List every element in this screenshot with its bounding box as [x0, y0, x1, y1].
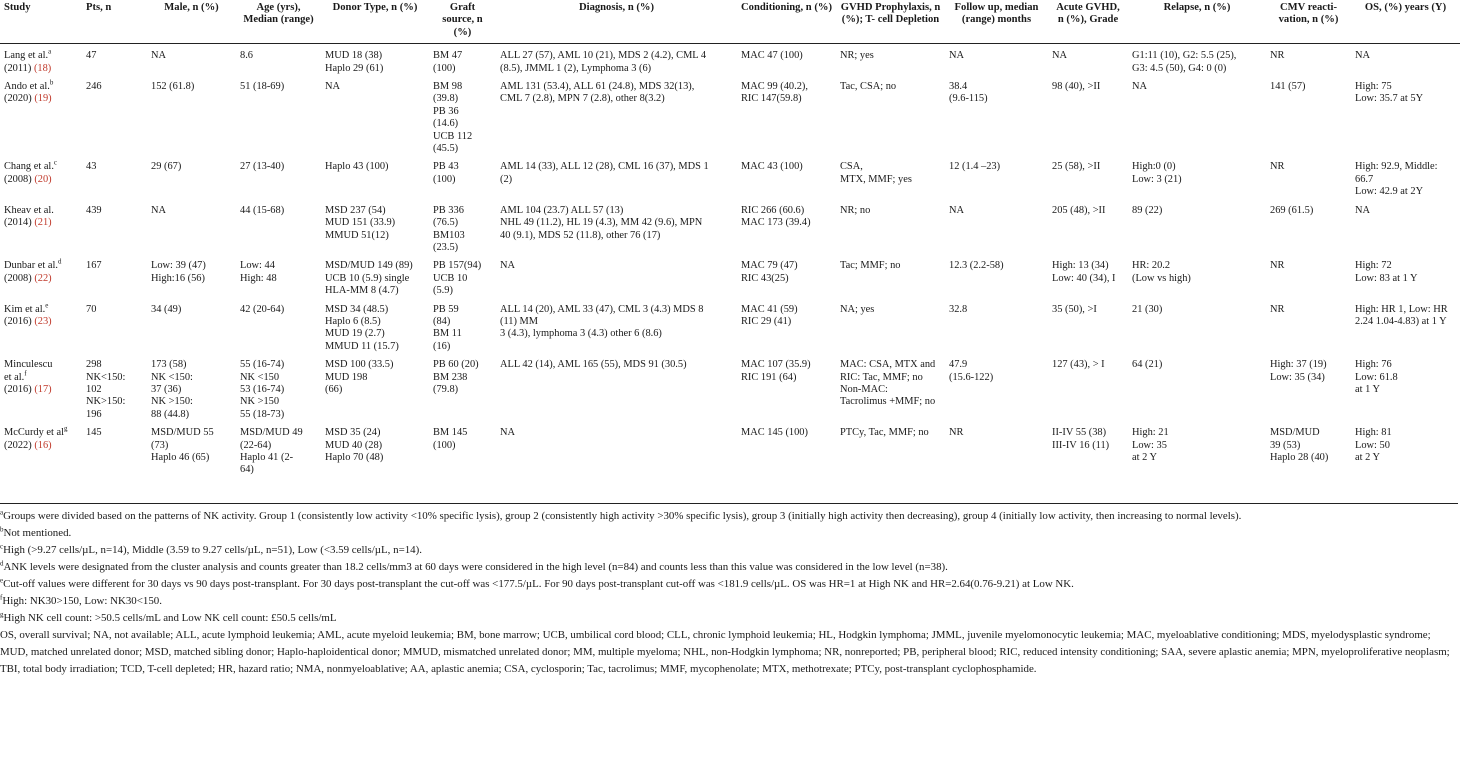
- cell-male: 34 (49): [151, 303, 182, 315]
- cell-graft: BM 145 (100): [433, 427, 468, 451]
- cell-male: NA: [151, 204, 167, 216]
- footnote-text: High NK cell count: >50.5 cells/mL and Low NK cell count: £50.5 cells/mL: [3, 612, 337, 624]
- cell-fu: 32.8: [949, 303, 968, 315]
- cell-donor: MSD 100 (33.5) MUD 198 (66): [325, 359, 394, 395]
- header-donor: Donor Type, n (%): [321, 0, 429, 44]
- cell-fu: 12.3 (2.2-58): [949, 260, 1004, 272]
- header-agvhd: Acute GVHD, n (%), Grade: [1048, 0, 1128, 44]
- cell-relapse: 89 (22): [1132, 204, 1163, 216]
- study-author: Kheav et al.: [4, 204, 54, 216]
- study-year: (2011): [4, 62, 32, 74]
- study-author: McCurdy et al: [4, 427, 65, 439]
- cell-pts: 167: [86, 260, 102, 272]
- study-author: Ando et al.: [4, 81, 50, 93]
- footnote-mark: d: [0, 559, 4, 568]
- footnote-mark: a: [48, 47, 52, 56]
- footnote: [0, 593, 1458, 610]
- cell-os: High: 92.9, Middle: 66.7 Low: 42.9 at 2Y: [1355, 161, 1438, 198]
- cell-cmv: NR: [1270, 50, 1285, 62]
- study-cell: [0, 199, 82, 255]
- study-reference-link[interactable]: (18): [33, 62, 52, 74]
- cell-gvhd: NR; no: [840, 204, 871, 216]
- cell-cond: MAC 107 (35.9) RIC 191 (64): [741, 359, 811, 383]
- cell-relapse: High: 21 Low: 35 at 2 Y: [1132, 427, 1169, 463]
- cell-fu: NR: [949, 427, 964, 439]
- footnote-text: Groups were divided based on the patterns of NK activity. Group 1 (consistently low activity <10% specific lysis), group 2 (consistently high activity >30% specific lysis), group 3 (initially high activity then decreasing), group 4 (initially low activity, then increasing to normal levels).: [3, 510, 1242, 522]
- cell-male: 152 (61.8): [151, 81, 195, 93]
- cell-fu: 38.4 (9.6-115): [949, 81, 988, 105]
- cell-age: 44 (15-68): [240, 204, 285, 216]
- cell-graft: PB 336 (76.5) BM103 (23.5): [433, 204, 465, 253]
- cell-agvhd: 35 (50), >I: [1052, 303, 1097, 315]
- cell-fu: 47.9 (15.6-122): [949, 359, 994, 383]
- header-followup: Follow up, median (range) months: [945, 0, 1048, 44]
- header-relapse: Relapse, n (%): [1128, 0, 1266, 44]
- cell-relapse: 21 (30): [1132, 303, 1163, 315]
- cell-diag: ALL 42 (14), AML 165 (55), MDS 91 (30.5): [500, 359, 687, 371]
- cell-age: 51 (18-69): [240, 81, 285, 93]
- cell-diag: ALL 27 (57), AML 10 (21), MDS 2 (4.2), CML 4 (8.5), JMML 1 (2), Lymphoma 3 (6): [500, 50, 707, 74]
- header-graft: Graft source, n (%): [429, 0, 496, 44]
- cell-fu: NA: [949, 204, 965, 216]
- header-male: Male, n (%): [147, 0, 236, 44]
- cell-donor: MSD/MUD 149 (89) UCB 10 (5.9) single HLA-MM 8 (4.7): [325, 260, 413, 297]
- cell-cond: MAC 43 (100): [741, 161, 803, 173]
- table-row: [0, 44, 1460, 75]
- study-year: (2022): [4, 439, 32, 451]
- cell-gvhd: MAC: CSA, MTX and RIC: Tac, MMF; no Non-MAC: Tacrolimus +MMF; no: [840, 359, 936, 408]
- study-year: (2016): [4, 315, 32, 327]
- cell-cond: MAC 79 (47) RIC 43(25): [741, 260, 798, 284]
- cell-graft: PB 43 (100): [433, 161, 459, 185]
- study-cell: [0, 155, 82, 198]
- study-reference-link[interactable]: (23): [34, 315, 52, 327]
- footnote-mark: c: [0, 542, 4, 551]
- footnote-text: High (>9.27 cells/µL, n=14), Middle (3.59 to 9.27 cells/µL, n=51), Low (<3.59 cells/µL, n=14).: [3, 544, 422, 556]
- study-author: Chang et al.: [4, 161, 54, 173]
- cell-diag: NA: [500, 427, 516, 439]
- cell-pts: 246: [86, 81, 102, 93]
- cell-os: NA: [1355, 204, 1371, 216]
- cell-pts: 43: [86, 161, 97, 173]
- cell-age: Low: 44 High: 48: [240, 260, 277, 284]
- cell-gvhd: PTCy, Tac, MMF; no: [840, 427, 929, 439]
- footnote-mark: f: [24, 369, 27, 378]
- footnote: [0, 610, 1458, 627]
- cell-os: High: 75 Low: 35.7 at 5Y: [1355, 81, 1424, 105]
- header-study: Study: [0, 0, 82, 44]
- cell-cmv: 269 (61.5): [1270, 204, 1314, 216]
- cell-donor: MSD 35 (24) MUD 40 (28) Haplo 70 (48): [325, 427, 384, 463]
- cell-male: MSD/MUD 55 (73) Haplo 46 (65): [151, 427, 214, 463]
- cell-age: 8.6: [240, 50, 253, 62]
- cell-male: NA: [151, 50, 167, 62]
- cell-cmv: NR: [1270, 161, 1285, 173]
- study-reference-link[interactable]: (21): [34, 217, 52, 229]
- cell-age: MSD/MUD 49 (22-64) Haplo 41 (2- 64): [240, 427, 303, 476]
- cell-pts: 70: [86, 303, 97, 315]
- study-year: (2008): [4, 173, 32, 185]
- cell-diag: AML 131 (53.4), ALL 61 (24.8), MDS 32(13), CML 7 (2.8), MPN 7 (2.8), other 8(3.2): [500, 81, 695, 105]
- cell-donor: Haplo 43 (100): [325, 161, 389, 173]
- study-author: Dunbar et al.: [4, 260, 58, 272]
- cell-diag: NA: [500, 260, 516, 272]
- header-row: [0, 0, 1460, 44]
- study-author: Lang et al.: [4, 50, 49, 62]
- cell-os: High: 76 Low: 61.8 at 1 Y: [1355, 359, 1398, 395]
- cell-agvhd: High: 13 (34) Low: 40 (34), I: [1052, 260, 1116, 284]
- table-row: [0, 155, 1460, 198]
- header-pts: Pts, n: [82, 0, 147, 44]
- footnote-text: High: NK30>150, Low: NK30<150.: [2, 595, 162, 607]
- cell-relapse: 64 (21): [1132, 359, 1163, 371]
- table-body: [0, 44, 1460, 477]
- study-cell: [0, 254, 82, 297]
- cell-donor: MUD 18 (38) Haplo 29 (61): [325, 50, 384, 74]
- study-reference-link[interactable]: (16): [34, 439, 52, 451]
- footnote-mark: f: [0, 593, 3, 602]
- study-reference-link[interactable]: (19): [34, 93, 52, 105]
- cell-relapse: HR: 20.2 (Low vs high): [1132, 260, 1191, 284]
- footnote-text: Not mentioned.: [3, 527, 72, 539]
- study-cell: [0, 353, 82, 421]
- cell-gvhd: NR; yes: [840, 50, 874, 62]
- footnote-mark: b: [0, 525, 4, 534]
- cell-male: Low: 39 (47) High:16 (56): [151, 260, 206, 284]
- header-age: Age (yrs), Median (range): [236, 0, 321, 44]
- footnote-text: Cut-off values were different for 30 days vs 90 days post-transplant. For 30 days post-transplant the cut-off was <177.5/µL. For 90 days post-transplant cut-off was <181.9 cells/µL. OS was HR=1 at High NK and HR=2.64(0.76-9.21) at Low NK.: [3, 578, 1074, 590]
- cell-gvhd: Tac, CSA; no: [840, 81, 897, 93]
- cell-male: 29 (67): [151, 161, 182, 173]
- footnote-mark: d: [57, 257, 62, 266]
- study-year: (2014): [4, 217, 32, 229]
- study-cell: [0, 44, 82, 75]
- header-conditioning: Conditioning, n (%): [737, 0, 836, 44]
- cell-pts: 47: [86, 50, 97, 62]
- cell-os: High: HR 1, Low: HR 2.24 1.04-4.83) at 1 Y: [1355, 303, 1448, 327]
- cell-agvhd: 205 (48), >II: [1052, 204, 1106, 216]
- study-cell: [0, 75, 82, 155]
- cell-donor: NA: [325, 81, 341, 93]
- cell-diag: AML 104 (23.7) ALL 57 (13) NHL 49 (11.2), HL 19 (4.3), MM 42 (9.6), MPN 40 (9.1), MDS 52 (11.8), other 76 (17): [500, 204, 703, 241]
- table-row: [0, 421, 1460, 477]
- cell-os: High: 72 Low: 83 at 1 Y: [1355, 260, 1418, 284]
- study-reference-link[interactable]: (20): [34, 173, 52, 185]
- footnote: [0, 508, 1458, 525]
- study-cell: [0, 298, 82, 354]
- cell-relapse: NA: [1132, 81, 1148, 93]
- cell-cmv: MSD/MUD 39 (53) Haplo 28 (40): [1270, 427, 1329, 463]
- cell-graft: PB 60 (20) BM 238 (79.8): [433, 359, 479, 395]
- cell-gvhd: NA; yes: [840, 303, 875, 315]
- cell-gvhd: Tac; MMF; no: [840, 260, 901, 272]
- footnote-mark: e: [0, 576, 4, 585]
- cell-pts: 145: [86, 427, 102, 439]
- table-footnotes: [0, 503, 1458, 678]
- cell-cond: MAC 145 (100): [741, 427, 808, 439]
- cell-os: High: 81 Low: 50 at 2 Y: [1355, 427, 1392, 463]
- cell-fu: 12 (1.4 –23): [949, 161, 1001, 173]
- header-os: OS, (%) years (Y): [1351, 0, 1460, 44]
- footnote-mark: b: [49, 78, 54, 87]
- cell-diag: AML 14 (33), ALL 12 (28), CML 16 (37), MDS 1 (2): [500, 161, 709, 185]
- cell-graft: PB 59 (84) BM 11 (16): [433, 303, 462, 352]
- study-cell: [0, 421, 82, 477]
- study-author: Kim et al.: [4, 303, 46, 315]
- cell-age: 42 (20-64): [240, 303, 285, 315]
- table-row: [0, 199, 1460, 255]
- cell-graft: PB 157(94) UCB 10 (5.9): [433, 260, 482, 297]
- cell-age: 55 (16-74) NK <150 53 (16-74) NK >150 55 (18-73): [240, 359, 285, 420]
- footnote-mark: g: [0, 610, 4, 619]
- cell-graft: BM 47 (100): [433, 50, 463, 74]
- cell-cmv: NR: [1270, 303, 1285, 315]
- cell-agvhd: 25 (58), >II: [1052, 161, 1101, 173]
- table-row: [0, 298, 1460, 354]
- cell-age: 27 (13-40): [240, 161, 285, 173]
- cell-male: 173 (58) NK <150: 37 (36) NK >150: 88 (44.8): [151, 359, 193, 420]
- footnote: [0, 559, 1458, 576]
- footnote: [0, 576, 1458, 593]
- footnote-mark: c: [53, 159, 58, 167]
- cell-donor: MSD 237 (54) MUD 151 (33.9) MMUD 51(12): [325, 204, 396, 241]
- cell-cond: MAC 47 (100): [741, 50, 803, 62]
- footnote: [0, 525, 1458, 542]
- study-reference-link[interactable]: (22): [34, 272, 52, 284]
- cell-cond: MAC 41 (59) RIC 29 (41): [741, 303, 798, 327]
- cell-relapse: G1:11 (10), G2: 5.5 (25), G3: 4.5 (50), G4: 0 (0): [1132, 50, 1237, 74]
- abbreviations: OS, overall survival; NA, not available; ALL, acute lymphoid leukemia; AML, acute myeloid leukemia; BM, bone marrow; UCB, umbilical cord blood; CLL, chronic lymphoid leukemia; HL, Hodgkin lymphoma; JMML, juvenile myelomonocytic leukemia; MAC, myeloablative conditioning; MDS, myelodysplastic syndrome; MUD, matched unrelated donor; MSD, matched sibling donor; Haplo-haploidentical donor; MMUD, mismatched unrelated donor; MM, multiple myeloma; NHL, non-Hodgkin lymphoma; NR, nonreported; PB, peripheral blood; RIC, reduced intensity conditioning; SAA, severe aplastic anemia; MPN, myeloproliferative neoplasm; TBI, total body irradiation; TCD, T-cell depleted; HR, hazard ratio; NMA, nonmyeloablative; AA, aplastic anemia; CSA, cyclosporin; Tac, tacrolimus; MMF, mycophenolate; MTX, methotrexate; PTCy, post-transplant cyclophosphamide.: [0, 629, 1450, 675]
- cell-donor: MSD 34 (48.5) Haplo 6 (8.5) MUD 19 (2.7) MMUD 11 (15.7): [325, 303, 399, 352]
- cell-agvhd: 98 (40), >II: [1052, 81, 1101, 93]
- cell-cmv: 141 (57): [1270, 81, 1306, 93]
- study-author: Minculescu et al.: [4, 359, 53, 383]
- footnote-mark: a: [0, 508, 4, 517]
- cell-agvhd: NA: [1052, 50, 1068, 62]
- cell-agvhd: 127 (43), > I: [1052, 359, 1105, 371]
- footnote: [0, 542, 1458, 559]
- header-gvhd: GVHD Prophylaxis, n (%); T- cell Depletion: [836, 0, 945, 44]
- cell-agvhd: II-IV 55 (38) III-IV 16 (11): [1052, 427, 1110, 451]
- cell-fu: NA: [949, 50, 965, 62]
- cell-gvhd: CSA, MTX, MMF; yes: [840, 161, 912, 185]
- table-row: [0, 254, 1460, 297]
- cell-pts: 298 NK<150: 102 NK>150: 196: [86, 359, 126, 420]
- study-year: (2008): [4, 272, 32, 284]
- study-year: (2020): [4, 93, 32, 105]
- footnote-text: ANK levels were designated from the cluster analysis and counts greater than 18.2 cells/mm3 at 60 days were considered in the high level (n=84) and counts less than this value was considered in the low level (n=38).: [3, 561, 948, 573]
- cell-diag: ALL 14 (20), AML 33 (47), CML 3 (4.3) MDS 8 (11) MM 3 (4.3), lymphoma 3 (4.3) other 6 (8.6): [500, 303, 704, 340]
- header-diagnosis: Diagnosis, n (%): [496, 0, 737, 44]
- cell-cmv: High: 37 (19) Low: 35 (34): [1270, 359, 1327, 383]
- cell-cond: RIC 266 (60.6) MAC 173 (39.4): [741, 204, 811, 229]
- study-year: (2016): [4, 383, 32, 395]
- cell-cmv: NR: [1270, 260, 1285, 272]
- cell-graft: BM 98 (39.8) PB 36 (14.6) UCB 112 (45.5): [433, 81, 473, 155]
- study-reference-link[interactable]: (17): [34, 383, 52, 395]
- footnote-mark: e: [45, 301, 49, 310]
- cell-pts: 439: [86, 204, 102, 216]
- cell-relapse: High:0 (0) Low: 3 (21): [1132, 161, 1182, 185]
- header-cmv: CMV reacti- vation, n (%): [1266, 0, 1351, 44]
- table-row: [0, 353, 1460, 421]
- cell-cond: MAC 99 (40.2), RIC 147(59.8): [741, 81, 808, 105]
- cell-os: NA: [1355, 50, 1371, 62]
- footnote-mark: g: [64, 424, 68, 433]
- table-row: [0, 75, 1460, 155]
